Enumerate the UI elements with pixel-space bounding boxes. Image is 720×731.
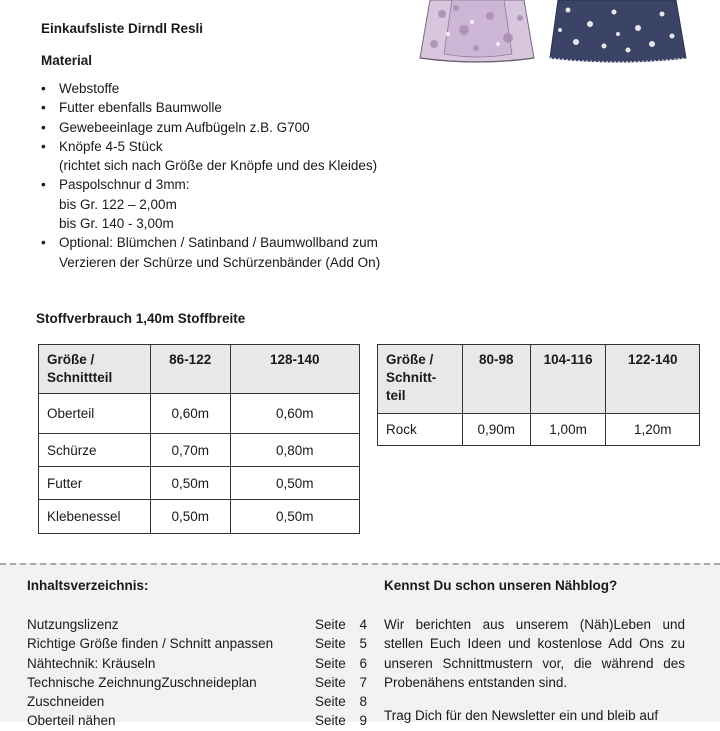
table-cell: Schürze [39, 434, 151, 467]
table-header-cell: Größe / Schnittteil [39, 345, 151, 394]
list-item: • Webstoffe [41, 79, 461, 98]
material-heading: Material [41, 53, 93, 68]
table-cell: Futter [39, 467, 151, 500]
table-header-cell: 80-98 [462, 345, 530, 414]
toc-item[interactable]: Richtige Größe finden / Schnitt anpassen Seite 5 [27, 636, 367, 652]
blog-paragraph: Trag Dich für den Newsletter ein und bleib auf [384, 708, 659, 724]
page-title: Einkaufsliste Dirndl Resli [41, 21, 204, 36]
table-cell: 0,70m [150, 434, 230, 467]
table-header-cell: 122-140 [606, 345, 700, 414]
dirndl-illustration-navy [548, 0, 688, 64]
table-cell: 0,50m [150, 500, 230, 534]
material-list [41, 79, 461, 272]
table-cell: 0,60m [230, 394, 359, 434]
toc-item[interactable]: Nutzungslizenz Seite 4 [27, 617, 367, 632]
toc-item[interactable]: Nähtechnik: Kräuseln Seite 6 [27, 655, 367, 671]
table-cell: Klebenessel [39, 500, 151, 534]
table-cell: 1,00m [530, 414, 606, 446]
table-cell: 1,20m [606, 414, 700, 446]
toc-heading: Inhaltsverzeichnis: [27, 578, 149, 593]
list-item: • Optional: Blümchen / Satinband / Baumwollband zum Verzieren der Schürze und Schürzenbänder (Add On) [41, 233, 461, 272]
blog-heading: Kennst Du schon unseren Nähblog? [384, 578, 618, 593]
list-item: • Gewebeeinlage zum Aufbügeln z.B. G700 [41, 118, 461, 137]
list-item: • Futter ebenfalls Baumwolle [41, 98, 461, 117]
table-row [39, 394, 360, 434]
table-header-cell: Größe / Schnitt-teil [378, 345, 463, 414]
fabric-table-dress [38, 344, 360, 534]
fabric-table-skirt [377, 344, 700, 446]
toc-item[interactable]: Technische ZeichnungZuschneideplan Seite 7 [27, 674, 367, 690]
blog-paragraph: Wir berichten aus unserem (Näh)Leben und stellen Euch Ideen und kostenlose Add Ons zu unseren Schnittmustern vor, die während des Probenähens entstanden sind. [384, 617, 685, 690]
list-item: • Knöpfe 4-5 Stück (richtet sich nach Größe der Knöpfe und des Kleides) [41, 137, 461, 176]
list-item: • Paspolschnur d 3mm: bis Gr. 122 – 2,00m bis Gr. 140 - 3,00m [41, 175, 461, 233]
table-cell: Oberteil [39, 394, 151, 434]
table-header-cell: 128-140 [230, 345, 359, 394]
table-header-row [39, 345, 360, 394]
table-cell: 0,50m [230, 500, 359, 534]
table-cell: 0,50m [230, 467, 359, 500]
table-row [378, 414, 700, 446]
table-header-cell: 86-122 [150, 345, 230, 394]
toc-item[interactable]: Oberteil nähen Seite 9 [27, 713, 367, 729]
table-of-contents [27, 615, 367, 731]
table-cell: 0,60m [150, 394, 230, 434]
table-row [39, 500, 360, 534]
table-cell: 0,90m [462, 414, 530, 446]
consumption-heading: Stoffverbrauch 1,40m Stoffbreite [36, 311, 246, 326]
toc-item[interactable]: Zuschneiden Seite 8 [27, 694, 367, 710]
table-header-row [378, 345, 700, 414]
table-cell: 0,50m [150, 467, 230, 500]
table-row [39, 434, 360, 467]
table-cell: 0,80m [230, 434, 359, 467]
dirndl-illustration-pink [412, 0, 542, 64]
table-row [39, 467, 360, 500]
table-cell: Rock [378, 414, 463, 446]
table-header-cell: 104-116 [530, 345, 606, 414]
blog-text [384, 615, 685, 725]
